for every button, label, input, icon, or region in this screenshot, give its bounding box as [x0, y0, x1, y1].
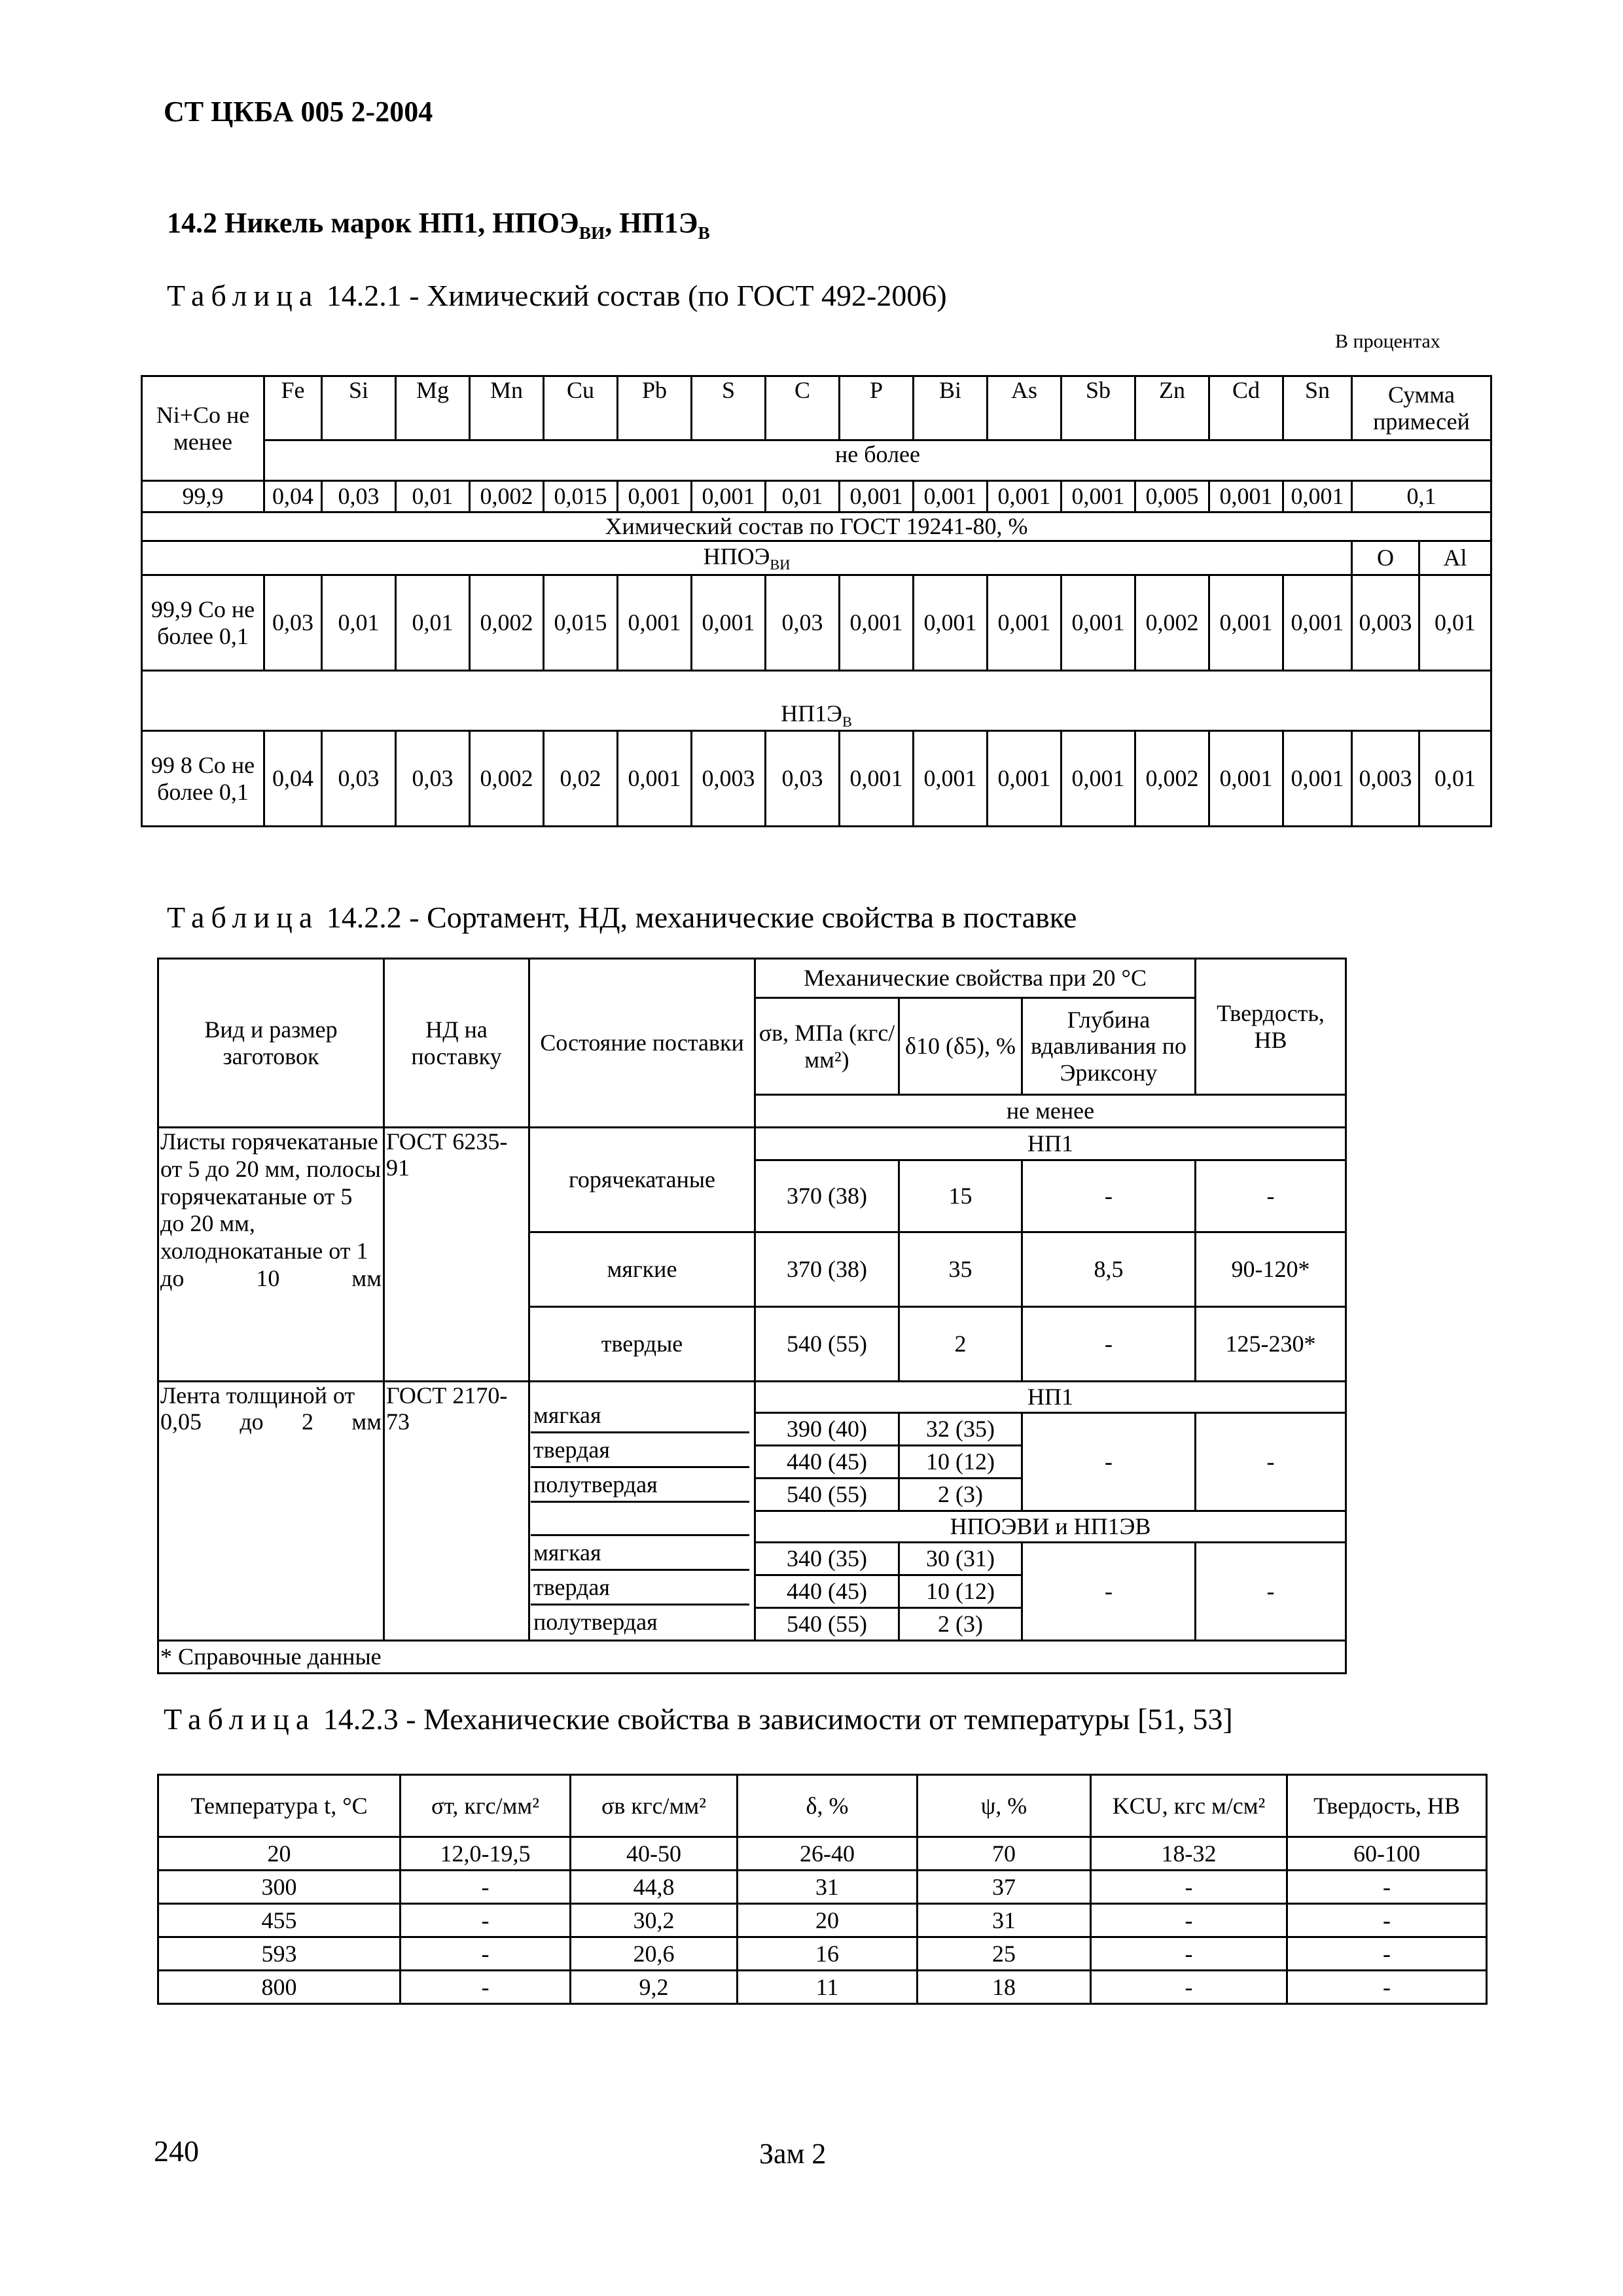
document-code: СТ ЦКБА 005 2-2004	[164, 96, 433, 128]
table-cell: 99,9	[142, 481, 264, 512]
table-cell: 0,03	[322, 481, 396, 512]
header-cell: As	[988, 376, 1061, 440]
header-cell: Сумма примесей	[1352, 376, 1491, 440]
grade-label-cell	[142, 671, 1491, 731]
table-cell: 0,001	[840, 731, 914, 827]
table-cell: 0,001	[988, 481, 1061, 512]
header-cell: Cd	[1209, 376, 1283, 440]
table-cell: 0,001	[914, 731, 988, 827]
table-cell: ГОСТ 2170-73	[384, 1382, 529, 1641]
table-cell: 0,01	[322, 575, 396, 671]
header-cell: Состояние поставки	[529, 959, 755, 1128]
table-cell: 40-50	[571, 1837, 738, 1871]
header-cell: Al	[1419, 541, 1491, 575]
table-cell: -	[1196, 1543, 1346, 1641]
page-number: 240	[154, 2134, 199, 2168]
table-cell: ГОСТ 6235-91	[384, 1128, 529, 1382]
table-cell: 593	[158, 1937, 401, 1971]
table-cell: 26-40	[738, 1837, 918, 1871]
header-cell: O	[1352, 541, 1419, 575]
change-note: Зам 2	[759, 2138, 827, 2170]
table-cell: 0,002	[1135, 731, 1209, 827]
table-cell: 35	[899, 1232, 1022, 1307]
table-cell: 0,001	[1209, 575, 1283, 671]
table-cell: 0,001	[618, 731, 692, 827]
table-cell: 0,01	[396, 481, 470, 512]
table-cell: 9,2	[571, 1971, 738, 2004]
table-cell: -	[1091, 1937, 1287, 1971]
table-cell: 16	[738, 1937, 918, 1971]
table-cell: 0,001	[1061, 575, 1135, 671]
table-cell: 11	[738, 1971, 918, 2004]
table-cell: -	[1287, 1871, 1487, 1904]
footnote-row	[158, 1641, 1346, 1674]
table-cell: 0,001	[692, 575, 766, 671]
grade-label-cell: НПОЭВИ и НП1ЭВ	[755, 1511, 1346, 1543]
state-spacer	[531, 1503, 749, 1536]
grade-subscript: ВИ	[770, 556, 791, 573]
table-cell: -	[1091, 1904, 1287, 1937]
table-row	[158, 1904, 1487, 1937]
table-cell: -	[401, 1904, 571, 1937]
header-cell: Mn	[470, 376, 544, 440]
table-cell: -	[1287, 1937, 1487, 1971]
table-cell: -	[401, 1937, 571, 1971]
table-cell: 0,001	[988, 575, 1061, 671]
table-cell: 0,015	[544, 481, 618, 512]
table-cell: -	[1196, 1160, 1346, 1232]
table-cell: 0,001	[1209, 481, 1283, 512]
table-header-row	[158, 1775, 1487, 1837]
table-cell: горячекатаные	[529, 1128, 755, 1232]
table1-caption	[167, 278, 947, 313]
table1-units: В процентах	[1335, 331, 1440, 352]
table-cell: 0,002	[1135, 575, 1209, 671]
table-cell: 90-120*	[1196, 1232, 1346, 1307]
table-cell: 0,015	[544, 575, 618, 671]
table-cell: -	[401, 1971, 571, 2004]
table-cell: 0,03	[766, 575, 840, 671]
header-cell: P	[840, 376, 914, 440]
header-cell: Cu	[544, 376, 618, 440]
table-cell: 2 (3)	[899, 1479, 1022, 1511]
table-cell: 20	[738, 1904, 918, 1937]
table-cell: 0,01	[396, 575, 470, 671]
table-row	[142, 575, 1491, 671]
table-cell: 30,2	[571, 1904, 738, 1937]
table-row	[158, 1837, 1487, 1871]
table-cell: 0,001	[618, 481, 692, 512]
table-cell: 0,04	[264, 731, 322, 827]
table-cell: 0,001	[1283, 481, 1352, 512]
table-cell: 8,5	[1022, 1232, 1196, 1307]
header-cell: не менее	[755, 1095, 1346, 1128]
table-cell: 0,001	[1283, 575, 1352, 671]
table-cell: 70	[918, 1837, 1091, 1871]
table-cell: 0,002	[470, 731, 544, 827]
header-cell: Mg	[396, 376, 470, 440]
table-cell: 0,002	[470, 575, 544, 671]
table-cell: мягкие	[529, 1232, 755, 1307]
header-cell: Si	[322, 376, 396, 440]
note-row	[142, 512, 1491, 541]
section-subscript-2: В	[698, 223, 710, 243]
table-row	[158, 1971, 1487, 2004]
table-cell: 0,01	[1419, 731, 1491, 827]
table-cell: 370 (38)	[755, 1160, 899, 1232]
grade-name: НПОЭ	[703, 543, 770, 569]
header-cell: S	[692, 376, 766, 440]
header-cell: σв, МПа (кгс/мм²)	[755, 998, 899, 1095]
header-cell: δ, %	[738, 1775, 918, 1837]
table-cell: 455	[158, 1904, 401, 1937]
table-cell: -	[401, 1871, 571, 1904]
table-cell: 0,003	[1352, 731, 1419, 827]
table-cell: 0,01	[766, 481, 840, 512]
state-label: полутвердая	[533, 1609, 658, 1635]
table-cell: 0,001	[914, 481, 988, 512]
header-cell: KCU, кгс м/см²	[1091, 1775, 1287, 1837]
table-cell: 390 (40)	[755, 1413, 899, 1446]
caption-text: 14.2.3 - Механические свойства в зависимости от температуры [51, 53]	[323, 1702, 1233, 1736]
table-cell: 32 (35)	[899, 1413, 1022, 1446]
table-cell: 540 (55)	[755, 1479, 899, 1511]
caption-word: Таблица	[167, 901, 319, 934]
table-cell: 10 (12)	[899, 1575, 1022, 1608]
table-cell: 0,001	[1209, 731, 1283, 827]
table-cell: 0,001	[692, 481, 766, 512]
caption-word: Таблица	[167, 279, 319, 312]
table-cell: 300	[158, 1871, 401, 1904]
table-cell: 31	[738, 1871, 918, 1904]
header-cell: НД на поставку	[384, 959, 529, 1128]
table-cell: 25	[918, 1937, 1091, 1971]
grade-label-cell: НП1	[755, 1128, 1346, 1160]
table-cell: 0,03	[322, 731, 396, 827]
table-cell: 125-230*	[1196, 1307, 1346, 1382]
table-cell: -	[1091, 1971, 1287, 2004]
table-cell: -	[1287, 1971, 1487, 2004]
section-number: 14.2	[167, 207, 217, 239]
section-subscript-1: ВИ	[579, 223, 605, 243]
table-cell: 15	[899, 1160, 1022, 1232]
table-cell: 0,001	[1061, 731, 1135, 827]
table-cell: 0,001	[840, 481, 914, 512]
header-cell: σв кгс/мм²	[571, 1775, 738, 1837]
state-label: мягкая	[531, 1536, 749, 1571]
table-header-row	[158, 959, 1346, 998]
table-cell: 12,0-19,5	[401, 1837, 571, 1871]
grade-row	[142, 541, 1491, 575]
table-cell: 0,001	[840, 575, 914, 671]
state-label: полутвердая	[531, 1468, 749, 1503]
table-cell: 18-32	[1091, 1837, 1287, 1871]
state-label: мягкая	[531, 1399, 749, 1433]
table-cell: Лента толщиной от 0,05 до 2 мм	[158, 1382, 384, 1641]
table-cell: 0,001	[914, 575, 988, 671]
table-cell: -	[1287, 1904, 1487, 1937]
table-row	[158, 1871, 1487, 1904]
table-cell: 0,03	[766, 731, 840, 827]
subheader-row	[142, 440, 1491, 481]
header-cell: Вид и размер заготовок	[158, 959, 384, 1128]
temperature-properties-table	[157, 1774, 1488, 2005]
table-cell: 0,001	[618, 575, 692, 671]
table-cell: -	[1022, 1307, 1196, 1382]
caption-text: 14.2.1 - Химический состав (по ГОСТ 492-2006)	[326, 279, 947, 312]
table-cell: 2 (3)	[899, 1608, 1022, 1641]
table-cell: 440 (45)	[755, 1575, 899, 1608]
table-cell: 99 8 Со не более 0,1	[142, 731, 264, 827]
table-header-row	[142, 376, 1491, 440]
table-cell: -	[1022, 1543, 1196, 1641]
header-cell: Твердость, НВ	[1196, 959, 1346, 1095]
table-cell: 0,002	[470, 481, 544, 512]
header-cell: σт, кгс/мм²	[401, 1775, 571, 1837]
table-cell: 0,003	[1352, 575, 1419, 671]
table-cell: 0,005	[1135, 481, 1209, 512]
table-cell: 0,02	[544, 731, 618, 827]
header-cell: Температура t, °С	[158, 1775, 401, 1837]
header-cell: Zn	[1135, 376, 1209, 440]
grade-label-cell: НП1	[755, 1382, 1346, 1413]
caption-word: Таблица	[164, 1702, 316, 1736]
header-cell: Bi	[914, 376, 988, 440]
header-cell: Pb	[618, 376, 692, 440]
subheader-cell: не более	[264, 440, 1491, 481]
table-cell: 0,04	[264, 481, 322, 512]
section-separator: , НП1Э	[605, 207, 698, 239]
header-cell: Sb	[1061, 376, 1135, 440]
grade-name: НП1Э	[781, 700, 842, 726]
table-cell: 0,01	[1419, 575, 1491, 671]
table-cell: -	[1022, 1160, 1196, 1232]
table-cell: 0,001	[988, 731, 1061, 827]
caption-text: 14.2.2 - Сортамент, НД, механические свойства в поставке	[326, 901, 1077, 934]
table-cell: -	[1022, 1413, 1196, 1511]
header-cell: C	[766, 376, 840, 440]
table-cell: 0,1	[1352, 481, 1491, 512]
table-cell: 340 (35)	[755, 1543, 899, 1575]
footnote: * Справочные данные	[158, 1641, 1346, 1674]
header-cell: Sn	[1283, 376, 1352, 440]
table-cell: 20,6	[571, 1937, 738, 1971]
table-cell: Листы горячекатаные от 5 до 20 мм, полосы горячекатаные от 5 до 20 мм, холоднокатаные от 1 до 10 мм	[158, 1128, 384, 1382]
table-cell: твердые	[529, 1307, 755, 1382]
grade-row	[142, 671, 1491, 731]
table-cell: 0,001	[1061, 481, 1135, 512]
table-cell: -	[1091, 1871, 1287, 1904]
table-cell: -	[1196, 1413, 1346, 1511]
table-cell: 540 (55)	[755, 1307, 899, 1382]
header-cell: δ10 (δ5), %	[899, 998, 1022, 1095]
header-cell: Механические свойства при 20 °С	[755, 959, 1196, 998]
table-cell: 10 (12)	[899, 1446, 1022, 1479]
table-cell: 370 (38)	[755, 1232, 899, 1307]
table-cell: 18	[918, 1971, 1091, 2004]
header-cell: Твердость, НВ	[1287, 1775, 1487, 1837]
header-cell: Ni+Co не менее	[142, 376, 264, 481]
table-cell: 0,03	[264, 575, 322, 671]
table-row	[142, 731, 1491, 827]
table-cell: 0,003	[692, 731, 766, 827]
header-cell: ψ, %	[918, 1775, 1091, 1837]
table-row	[158, 1382, 1346, 1413]
table-cell: 99,9 Со не более 0,1	[142, 575, 264, 671]
table-cell: 20	[158, 1837, 401, 1871]
table-cell: 30 (31)	[899, 1543, 1022, 1575]
assortment-table	[157, 958, 1347, 1674]
table-cell: 60-100	[1287, 1837, 1487, 1871]
table2-caption	[167, 900, 1077, 935]
table-row	[142, 481, 1491, 512]
table-cell: 540 (55)	[755, 1608, 899, 1641]
table-cell: 800	[158, 1971, 401, 2004]
table-row	[158, 1128, 1346, 1160]
section-title-text: Никель марок НП1, НПОЭ	[224, 207, 579, 239]
table-cell: 44,8	[571, 1871, 738, 1904]
section-title	[167, 206, 710, 243]
table-cell: 0,03	[396, 731, 470, 827]
table-cell: 31	[918, 1904, 1091, 1937]
table-cell: 37	[918, 1871, 1091, 1904]
grade-label-cell	[142, 541, 1352, 575]
state-column	[531, 1399, 749, 1638]
table-row	[158, 1937, 1487, 1971]
table-cell: 0,001	[1283, 731, 1352, 827]
table-cell: 2	[899, 1307, 1022, 1382]
header-cell: Fe	[264, 376, 322, 440]
header-cell: Глубина вдавливания по Эриксону	[1022, 998, 1196, 1095]
gost-note-cell: Химический состав по ГОСТ 19241-80, %	[142, 512, 1491, 541]
chemical-composition-table	[141, 375, 1492, 827]
table3-caption	[164, 1702, 1233, 1736]
state-label: твердая	[531, 1571, 749, 1605]
table-cell: 440 (45)	[755, 1446, 899, 1479]
grade-subscript: В	[842, 713, 852, 730]
state-label: твердая	[531, 1433, 749, 1468]
